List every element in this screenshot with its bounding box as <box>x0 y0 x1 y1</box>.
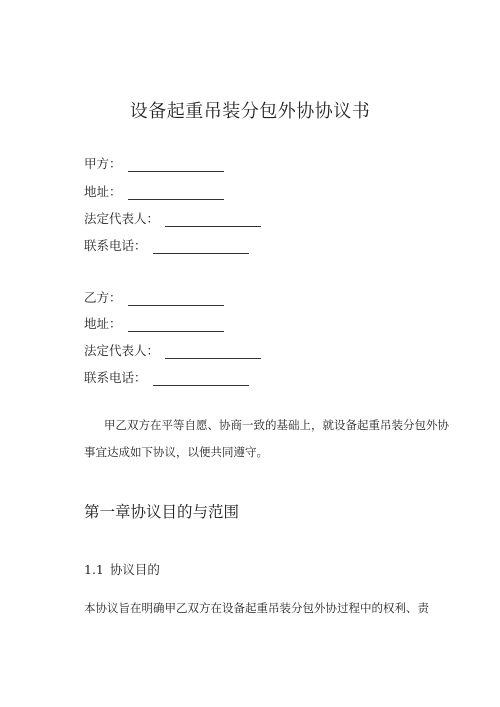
section-1-1-number: 1.1 <box>84 562 104 577</box>
party-b-rep-blank <box>165 345 261 359</box>
party-a-phone-field <box>84 238 249 254</box>
party-a-field <box>84 156 224 172</box>
party-b-phone-blank <box>153 372 249 386</box>
party-b-phone-field <box>84 370 249 386</box>
party-b-rep-field <box>84 343 261 359</box>
party-a-address-field <box>84 184 224 200</box>
section-1-1-heading <box>84 560 160 578</box>
party-b-rep-label: 法定代表人： <box>84 343 160 358</box>
party-a-address-blank <box>128 186 224 200</box>
section-1-1-text: 本协议旨在明确甲乙双方在设备起重吊装分包外协过程中的权利、责 <box>84 601 429 615</box>
document-title: 设备起重吊装分包外协协议书 <box>129 101 371 122</box>
party-a-address-label: 地址： <box>84 184 122 199</box>
party-a-label: 甲方： <box>84 156 122 171</box>
party-b-phone-label: 联系电话： <box>84 370 147 385</box>
party-a-rep-label: 法定代表人： <box>84 211 160 226</box>
party-b-address-label: 地址： <box>84 316 122 331</box>
party-a-phone-blank <box>153 240 249 254</box>
party-b-blank <box>128 292 224 306</box>
intro-line-1: 甲乙双方在平等自愿、协商一致的基础上，就设备起重吊装分包外协 <box>104 418 449 432</box>
party-a-rep-field <box>84 211 261 227</box>
party-a-phone-label: 联系电话： <box>84 238 147 253</box>
chapter-1-heading: 第一章协议目的与范围 <box>84 503 240 521</box>
section-1-1-title: 协议目的 <box>109 562 160 577</box>
party-b-field <box>84 290 224 306</box>
party-b-label: 乙方： <box>84 290 122 305</box>
party-b-address-blank <box>128 318 224 332</box>
party-a-rep-blank <box>165 213 261 227</box>
party-b-address-field <box>84 316 224 332</box>
party-a-blank <box>128 158 224 172</box>
intro-line-2: 事宜达成如下协议，以便共同遵守。 <box>84 445 268 459</box>
